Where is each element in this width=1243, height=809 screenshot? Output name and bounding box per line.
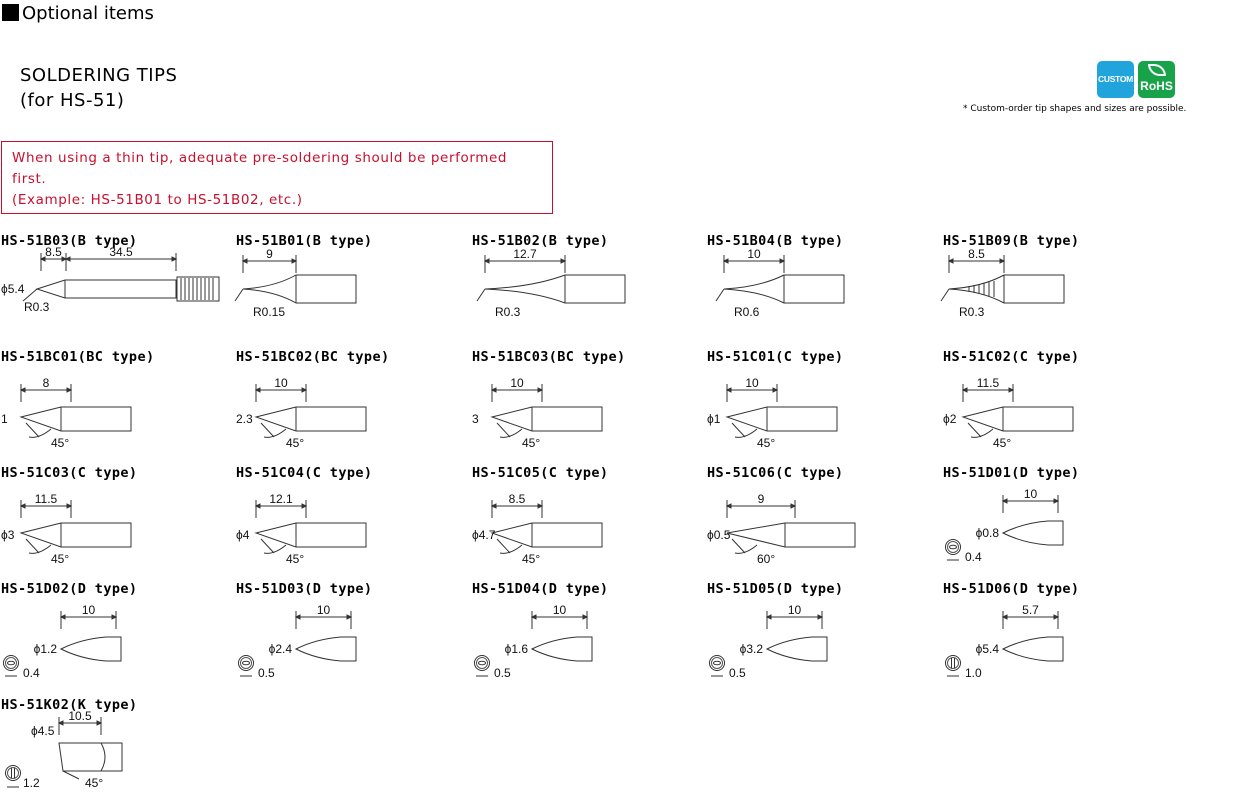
dim-diameter-label: ϕ5.4	[1, 282, 25, 296]
dim-angle-label: 60°	[757, 552, 776, 566]
tip-drawing	[236, 365, 466, 461]
tip-item	[472, 465, 708, 577]
tip-item	[236, 465, 472, 577]
dim-angle-label: 45°	[51, 436, 70, 450]
tip-model-label: HS-51C06(C type)	[707, 465, 844, 481]
dim-diameter-label: ϕ1.6	[504, 642, 528, 656]
dim-width-label: ϕ0.5	[707, 528, 731, 542]
tip-model-label: HS-51BC01(BC type)	[1, 349, 155, 365]
product-title-line2: (for HS-51)	[20, 90, 125, 111]
dim-length-label: 11.5	[976, 376, 1000, 390]
tip-item	[1, 349, 237, 461]
tip-drawing	[1, 481, 231, 577]
tip-drawing	[1, 245, 231, 345]
dim-length-label: 10	[787, 603, 802, 617]
dim-radius-label: R0.15	[253, 305, 286, 319]
dim-angle-label: 45°	[51, 552, 70, 566]
dim-thickness-label: 1.0	[965, 666, 982, 680]
tip-drawing	[943, 249, 1173, 345]
tip-model-label: HS-51C05(C type)	[472, 465, 609, 481]
tip-model-label: HS-51K02(K type)	[1, 697, 138, 713]
dim-angle-label: 45°	[993, 436, 1012, 450]
tip-item	[1, 581, 237, 693]
tip-item	[1, 233, 237, 345]
dim-length-label: 8	[42, 376, 50, 390]
tip-item	[1, 465, 237, 577]
tip-item	[707, 233, 943, 345]
warning-line-1: When using a thin tip, adequate pre-soldering should be performed	[12, 150, 508, 166]
dim-length-label: 10	[274, 376, 288, 390]
dim-angle-label: 45°	[522, 552, 541, 566]
tip-model-label: HS-51D06(D type)	[943, 581, 1080, 597]
dim-length-label: 10.5	[68, 709, 92, 723]
tip-model-label: HS-51C04(C type)	[236, 465, 373, 481]
tip-model-label: HS-51C02(C type)	[943, 349, 1080, 365]
tip-item	[1, 697, 237, 809]
dim-radius-label: R0.6	[734, 305, 760, 319]
dim-length-label: 11.5	[34, 492, 58, 506]
tip-item	[236, 233, 472, 345]
tip-model-label: HS-51C01(C type)	[707, 349, 844, 365]
warning-line-3: (Example: HS-51B01 to HS-51B02, etc.)	[12, 192, 303, 208]
tip-drawing	[707, 597, 937, 693]
dim-thickness-label: 0.4	[965, 550, 982, 564]
warning-box	[1, 141, 553, 214]
tip-model-label: HS-51B01(B type)	[236, 233, 373, 249]
dim-angle-label: 45°	[522, 436, 541, 450]
dim-length-label: 12.1	[269, 492, 293, 506]
rohs-badge-icon	[1138, 61, 1175, 98]
dim-width-label: ϕ1	[707, 412, 721, 426]
dim-length-label: 9	[266, 247, 273, 261]
custom-order-note: * Custom-order tip shapes and sizes are possible.	[963, 104, 1187, 114]
leaf-icon	[1148, 64, 1166, 76]
tip-drawing	[472, 481, 702, 577]
dim-length-label: 10	[81, 603, 96, 617]
tip-drawing	[236, 597, 466, 693]
tip-model-label: HS-51BC03(BC type)	[472, 349, 626, 365]
tip-drawing	[943, 481, 1173, 577]
tip-item	[472, 581, 708, 693]
dim-diameter-label: ϕ5.4	[975, 642, 999, 656]
tip-drawing	[472, 597, 702, 693]
dim-length-label: 5.7	[1022, 603, 1039, 617]
product-title-line1: SOLDERING TIPS	[20, 65, 178, 86]
dim-length-label: 34.5	[109, 245, 133, 259]
dim-width-label: ϕ2	[943, 412, 957, 426]
dim-thickness-label: 0.5	[729, 666, 746, 680]
dim-radius-label: R0.3	[959, 305, 985, 319]
dim-length-label: 10	[745, 376, 759, 390]
dim-thickness-label: 1.2	[23, 776, 40, 790]
tip-model-label: HS-51B04(B type)	[707, 233, 844, 249]
tip-model-label: HS-51D01(D type)	[943, 465, 1080, 481]
tip-item	[707, 465, 943, 577]
tip-model-label: HS-51B03(B type)	[1, 233, 138, 249]
dim-length-label: 10	[510, 376, 524, 390]
dim-angle-label: 45°	[286, 552, 305, 566]
dim-length-label: 9	[757, 492, 765, 506]
dim-length-label: 10	[1023, 487, 1038, 501]
dim-length-label: 10	[316, 603, 331, 617]
dim-length-label: 12.7	[513, 247, 537, 261]
tip-item	[236, 581, 472, 693]
tip-drawing	[707, 249, 937, 345]
dim-angle-label: 45°	[286, 436, 305, 450]
tip-drawing	[236, 249, 466, 345]
dim-width-label: ϕ4	[236, 528, 250, 542]
tip-model-label: HS-51BC02(BC type)	[236, 349, 390, 365]
dim-thickness-label: 0.5	[258, 666, 275, 680]
tip-model-label: HS-51C03(C type)	[1, 465, 138, 481]
tip-model-label: HS-51B09(B type)	[943, 233, 1080, 249]
tip-item	[707, 581, 943, 693]
tip-drawing	[943, 597, 1173, 693]
dim-angle-label: 45°	[85, 776, 104, 790]
tip-drawing	[707, 481, 937, 577]
dim-length-label: 8.5	[45, 245, 62, 259]
tip-drawing	[1, 365, 231, 461]
dim-width-label: ϕ3	[1, 528, 15, 542]
dim-width-label: ϕ4.7	[472, 528, 496, 542]
dim-thickness-label: 0.5	[494, 666, 511, 680]
tip-item	[943, 465, 1179, 577]
tip-drawing	[472, 249, 702, 345]
tip-item	[707, 349, 943, 461]
tip-item	[943, 581, 1179, 693]
dim-length-label: 10	[747, 247, 761, 261]
dim-diameter-label: ϕ2.4	[268, 642, 292, 656]
tip-drawing	[943, 365, 1173, 461]
warning-line-2: first.	[12, 171, 47, 187]
product-title	[20, 63, 177, 113]
tip-drawing	[1, 597, 231, 693]
dim-width-label: 1	[1, 412, 8, 426]
dim-thickness-label: 0.4	[23, 666, 40, 680]
tip-item	[472, 233, 708, 345]
tip-model-label: HS-51D03(D type)	[236, 581, 373, 597]
tip-item	[943, 349, 1179, 461]
tip-drawing	[707, 365, 937, 461]
dim-angle-label: 45°	[757, 436, 776, 450]
tip-item	[472, 349, 708, 461]
dim-diameter-label: ϕ0.8	[975, 526, 999, 540]
section-title	[2, 3, 154, 24]
rohs-badge-text: RoHS	[1140, 79, 1173, 93]
tip-drawing	[472, 365, 702, 461]
custom-badge-icon: CUSTOM	[1097, 61, 1134, 98]
tip-model-label: HS-51B02(B type)	[472, 233, 609, 249]
dim-width-label: 2.3	[236, 412, 253, 426]
tip-drawing	[1, 709, 231, 809]
tip-model-label: HS-51D05(D type)	[707, 581, 844, 597]
dim-diameter-label: ϕ3.2	[739, 642, 763, 656]
tip-item	[943, 233, 1179, 345]
square-bullet-icon	[2, 4, 19, 21]
dim-radius-label: R0.3	[24, 300, 50, 314]
section-title-text: Optional items	[22, 3, 154, 24]
tip-drawing	[236, 481, 466, 577]
dim-length-label: 8.5	[508, 492, 526, 506]
dim-diameter-label: ϕ1.2	[33, 642, 57, 656]
tip-model-label: HS-51D02(D type)	[1, 581, 138, 597]
dim-length-label: 8.5	[968, 247, 985, 261]
tip-item	[236, 349, 472, 461]
dim-diameter-label: ϕ4.5	[31, 724, 55, 738]
tip-model-label: HS-51D04(D type)	[472, 581, 609, 597]
badges	[1097, 61, 1177, 99]
dim-length-label: 10	[552, 603, 567, 617]
dim-width-label: 3	[472, 412, 479, 426]
dim-radius-label: R0.3	[495, 305, 521, 319]
